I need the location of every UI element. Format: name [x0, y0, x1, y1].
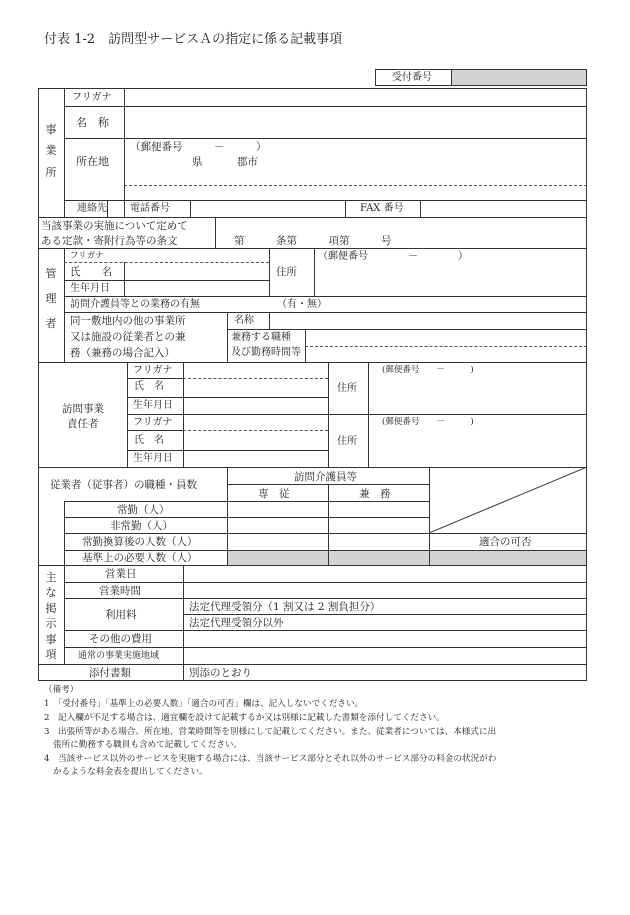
- page-title: 付表 1-2 訪問型サービスＡの指定に係る記載事項: [44, 32, 343, 47]
- manager-furigana-label: フリガナ: [70, 251, 104, 261]
- diagonal-slash: [429, 467, 587, 533]
- office-name-label: 名 称: [76, 116, 109, 129]
- reception-number-label: 受付番号: [392, 72, 432, 83]
- manager-duty-label-line2: 及び勤務時間等: [231, 347, 301, 358]
- manager-other-office-line2: 又は施設の従業者との兼: [70, 331, 186, 343]
- notice-area-label: 通常の事業実施地域: [78, 651, 160, 661]
- manager-other-name-label: 名称: [234, 315, 254, 326]
- note-3a: 3 出張所等がある場合、所在地、営業時間等を別様にして記載してください。また、従業者については、本様式に出: [44, 727, 497, 737]
- staff-concurrent-header: 兼 務: [359, 488, 391, 500]
- manager-other-office-line1: 同一敷地内の他の事業所: [70, 315, 186, 327]
- required-staff-shaded: [228, 550, 586, 565]
- manager-name-label: 氏 名: [70, 266, 112, 278]
- note-4b: かるような料金表を提出してください。: [53, 767, 208, 777]
- responsible1-furigana-label: フリガナ: [133, 365, 173, 376]
- notice-other-costs-label: その他の費用: [89, 633, 152, 645]
- responsible2-address-label: 住所: [337, 436, 357, 447]
- responsible-label-line2: 責任者: [67, 418, 99, 430]
- responsible1-address-label: 住所: [337, 383, 357, 394]
- office-city: 郡市: [237, 156, 258, 168]
- responsible2-furigana-label: フリガナ: [133, 417, 173, 428]
- manager-address-label: 住所: [276, 266, 297, 278]
- staff-fulltime-header: 専 従: [258, 488, 290, 500]
- staff-label: 従業者（従事者）の職種・員数: [50, 479, 197, 491]
- note-1: 1 「受付番号」「基準上の必要人数」「適合の可否」欄は、記入しないでください。: [44, 699, 364, 709]
- notice-hours-label: 営業時間: [99, 585, 141, 597]
- manager-other-office-line3: 務（兼務の場合記入）: [70, 347, 175, 359]
- office-contact-label: 連絡先: [77, 203, 107, 214]
- note-3b: 張所に勤務する職員も含めて記載してください。: [53, 740, 243, 750]
- manager-yes-no: （有・無）: [277, 299, 327, 310]
- office-tel-label: 電話番号: [130, 203, 170, 214]
- manager-section-label: 管理者: [45, 267, 57, 330]
- responsible2-birth-label: 生年月日: [133, 453, 173, 464]
- responsible-label-line1: 訪問事業: [62, 403, 104, 415]
- staff-row-converted: 常勤換算後の人数（人）: [82, 536, 198, 548]
- notes-heading: （備考）: [44, 685, 79, 695]
- office-postal: （郵便番号 － ）: [130, 141, 267, 153]
- notice-fee-proxy: 法定代理受領分（1 割又は 2 割負担分）: [189, 601, 381, 613]
- manager-birth-label: 生年月日: [70, 283, 110, 294]
- responsible2-postal: (郵便番号 － ): [382, 417, 474, 427]
- manager-visit-duty-label: 訪問介護員等との業務の有無: [70, 299, 200, 310]
- attach-label: 添付書類: [89, 667, 131, 679]
- responsible1-postal: (郵便番号 － ): [382, 365, 474, 375]
- regulation-label-line1: 当該事業の実施について定めて: [41, 220, 188, 232]
- office-section-label: 事業所: [45, 123, 57, 179]
- regulation-article: 第 条第 項第 号: [234, 235, 392, 247]
- regulation-label-line2: ある定款・寄附行為等の条文: [41, 235, 178, 247]
- notice-fee-label: 利用料: [105, 609, 137, 621]
- office-address-label: 所在地: [76, 155, 109, 168]
- reception-number-field: [452, 70, 586, 85]
- responsible1-birth-label: 生年月日: [133, 400, 173, 411]
- notice-section-label: 主な掲示事項: [45, 571, 57, 661]
- responsible1-name-label: 氏 名: [134, 381, 164, 392]
- notice-fee-other: 法定代理受領分以外: [189, 617, 284, 629]
- note-2: 2 記入欄が不足する場合は、適宜欄を設けて記載するか又は別様に記載した書類を添付してください。: [44, 713, 445, 723]
- office-fax-label: FAX 番号: [360, 203, 404, 214]
- suitability-label: 適合の可否: [479, 536, 532, 548]
- notice-days-label: 営業日: [105, 568, 137, 580]
- manager-duty-label-line1: 兼務する職種: [231, 332, 291, 343]
- staff-row-fulltime: 常勤（人）: [117, 504, 170, 516]
- attach-value: 別添のとおり: [189, 667, 252, 679]
- office-furigana-label: フリガナ: [72, 92, 112, 103]
- staff-row-parttime: 非常勤（人）: [110, 520, 173, 532]
- staff-row-required: 基準上の必要人数（人）: [82, 552, 198, 564]
- office-pref: 県: [192, 156, 203, 168]
- manager-postal: （郵便番号 － ）: [318, 251, 468, 262]
- staff-group-label: 訪問介護員等: [294, 471, 357, 483]
- note-4a: 4 当該サービス以外のサービスを実施する場合には、当該サービス部分とそれ以外のサービス部分の料金の状況がわ: [44, 754, 497, 764]
- responsible2-name-label: 氏 名: [134, 435, 164, 446]
